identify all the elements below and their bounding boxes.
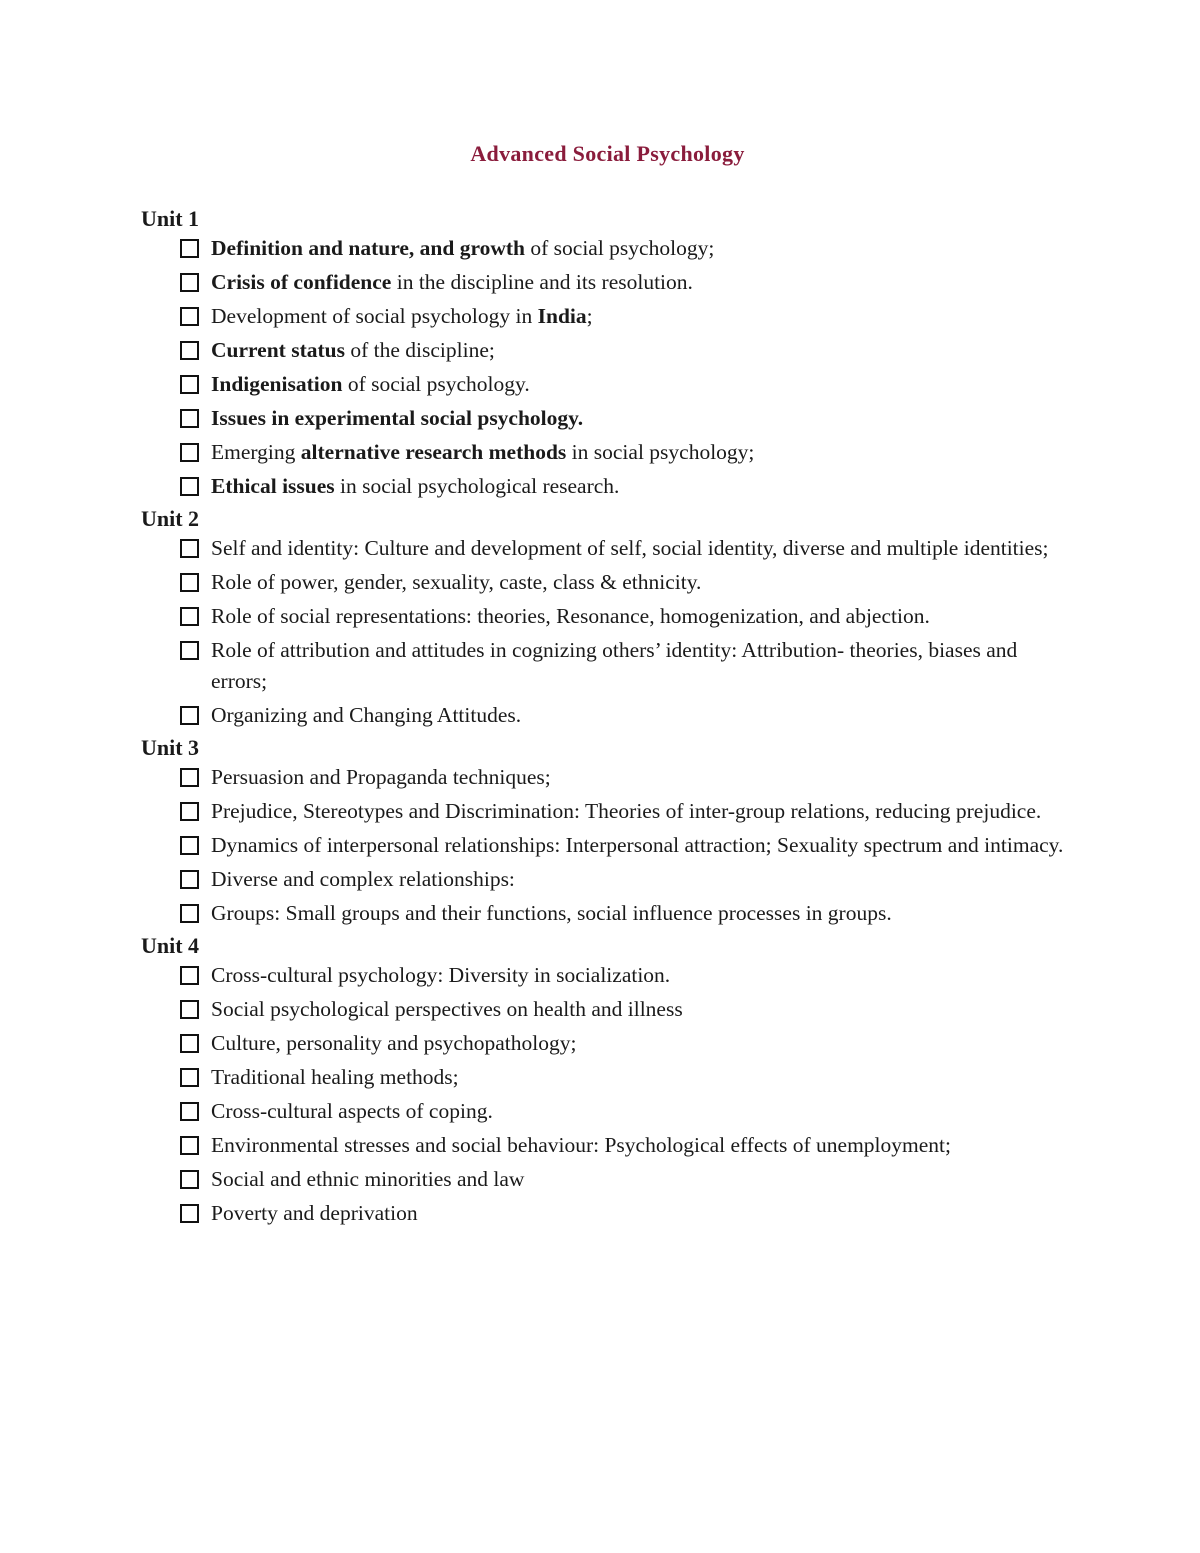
unit-heading: Unit 3 bbox=[141, 735, 200, 760]
text-phrase: in the discipline and its resolution. bbox=[391, 270, 693, 294]
bold-phrase: Crisis of confidence bbox=[211, 270, 392, 294]
text-phrase: Role of power, gender, sexuality, caste, class & ethnicity. bbox=[211, 570, 702, 594]
text-phrase: in social psychological research. bbox=[334, 474, 620, 498]
list-item bbox=[141, 335, 1071, 366]
checkbox-square-icon bbox=[180, 870, 199, 889]
checkbox-square-icon bbox=[180, 836, 199, 855]
text-phrase: Emerging bbox=[211, 440, 301, 464]
list-item bbox=[141, 369, 1071, 400]
text-phrase: Social and ethnic minorities and law bbox=[211, 1167, 525, 1191]
checkbox-square-icon bbox=[180, 706, 199, 725]
unit-section bbox=[141, 505, 1071, 731]
text-phrase: in social psychology; bbox=[566, 440, 755, 464]
checkbox-square-icon bbox=[180, 1000, 199, 1019]
checkbox-square-icon bbox=[180, 307, 199, 326]
bold-phrase: Issues in experimental social psychology. bbox=[211, 406, 584, 430]
text-phrase: Development of social psychology in bbox=[211, 304, 538, 328]
list-item bbox=[141, 1062, 1071, 1093]
bold-phrase: Definition and nature, and growth bbox=[211, 236, 525, 260]
list-item bbox=[141, 1028, 1071, 1059]
list-item-text bbox=[211, 270, 693, 294]
list-item-text bbox=[211, 474, 619, 498]
checkbox-square-icon bbox=[180, 443, 199, 462]
list-item bbox=[141, 796, 1071, 827]
text-phrase: Role of attribution and attitudes in cognizing others’ identity: Attribution- theories, biases and errors; bbox=[211, 638, 1018, 693]
list-item-text bbox=[211, 867, 515, 891]
list-item-text bbox=[211, 440, 754, 464]
text-phrase: Poverty and deprivation bbox=[211, 1201, 418, 1225]
text-phrase: Organizing and Changing Attitudes. bbox=[211, 703, 522, 727]
list-item-text bbox=[211, 833, 1063, 857]
checkbox-square-icon bbox=[180, 477, 199, 496]
checkbox-square-icon bbox=[180, 802, 199, 821]
list-item-text bbox=[211, 338, 495, 362]
checkbox-square-icon bbox=[180, 375, 199, 394]
text-phrase: ; bbox=[586, 304, 593, 328]
text-phrase: Dynamics of interpersonal relationships: Interpersonal attraction; Sexuality spectrum and intimacy. bbox=[211, 833, 1064, 857]
list-item-text bbox=[211, 1167, 524, 1191]
unit-section bbox=[141, 734, 1071, 929]
unit-heading: Unit 1 bbox=[141, 206, 200, 231]
list-item bbox=[141, 1130, 1071, 1161]
list-item-text bbox=[211, 703, 521, 727]
list-item bbox=[141, 762, 1071, 793]
checkbox-square-icon bbox=[180, 1136, 199, 1155]
list-item bbox=[141, 864, 1071, 895]
text-phrase: Persuasion and Propaganda techniques; bbox=[211, 765, 551, 789]
checkbox-square-icon bbox=[180, 904, 199, 923]
unit-heading: Unit 2 bbox=[141, 506, 200, 531]
text-phrase: of the discipline; bbox=[344, 338, 495, 362]
checkbox-square-icon bbox=[180, 966, 199, 985]
list-item bbox=[141, 1198, 1071, 1229]
text-phrase: Social psychological perspectives on health and illness bbox=[211, 997, 683, 1021]
list-item bbox=[141, 898, 1071, 929]
checkbox-square-icon bbox=[180, 1204, 199, 1223]
text-phrase: of social psychology; bbox=[525, 236, 715, 260]
list-item bbox=[141, 233, 1071, 264]
list-item-text bbox=[211, 536, 1049, 560]
unit-section bbox=[141, 205, 1071, 502]
bold-phrase: India bbox=[537, 304, 587, 328]
unit-item-list bbox=[141, 233, 1071, 502]
list-item-text bbox=[211, 901, 892, 925]
list-item-text bbox=[211, 304, 593, 328]
list-item-text bbox=[211, 1031, 576, 1055]
checkbox-square-icon bbox=[180, 239, 199, 258]
text-phrase: Traditional healing methods; bbox=[211, 1065, 459, 1089]
list-item bbox=[141, 601, 1071, 632]
list-item bbox=[141, 635, 1071, 697]
list-item-text bbox=[211, 604, 930, 628]
text-phrase: of social psychology. bbox=[342, 372, 530, 396]
checkbox-square-icon bbox=[180, 341, 199, 360]
text-phrase: Groups: Small groups and their functions, social influence processes in groups. bbox=[211, 901, 892, 925]
checkbox-square-icon bbox=[180, 607, 199, 626]
text-phrase: Prejudice, Stereotypes and Discrimination: Theories of inter-group relations, reducing prejudice. bbox=[211, 799, 1042, 823]
list-item bbox=[141, 533, 1071, 564]
checkbox-square-icon bbox=[180, 1068, 199, 1087]
page-title: Advanced Social Psychology bbox=[470, 141, 745, 166]
list-item bbox=[141, 700, 1071, 731]
list-item-text bbox=[211, 963, 670, 987]
text-phrase: Cross-cultural aspects of coping. bbox=[211, 1099, 493, 1123]
unit-item-list bbox=[141, 762, 1071, 929]
list-item-text bbox=[211, 236, 714, 260]
text-phrase: Diverse and complex relationships: bbox=[211, 867, 515, 891]
list-item-text bbox=[211, 1201, 418, 1225]
checkbox-square-icon bbox=[180, 1102, 199, 1121]
text-phrase: Cross-cultural psychology: Diversity in socialization. bbox=[211, 963, 671, 987]
list-item bbox=[141, 267, 1071, 298]
list-item-text bbox=[211, 638, 1017, 693]
list-item-text bbox=[211, 997, 683, 1021]
list-item bbox=[141, 301, 1071, 332]
list-item bbox=[141, 437, 1071, 468]
unit-heading: Unit 4 bbox=[141, 933, 200, 958]
checkbox-square-icon bbox=[180, 573, 199, 592]
checkbox-square-icon bbox=[180, 641, 199, 660]
list-item bbox=[141, 994, 1071, 1025]
checkbox-square-icon bbox=[180, 1034, 199, 1053]
list-item bbox=[141, 830, 1071, 861]
list-item bbox=[141, 960, 1071, 991]
list-item bbox=[141, 1164, 1071, 1195]
list-item-text bbox=[211, 1099, 493, 1123]
text-phrase: Self and identity: Culture and development of self, social identity, diverse and multiple identities; bbox=[211, 536, 1049, 560]
bold-phrase: Indigenisation bbox=[211, 372, 343, 396]
list-item-text bbox=[211, 372, 530, 396]
list-item-text bbox=[211, 799, 1041, 823]
list-item-text bbox=[211, 1133, 951, 1157]
list-item-text bbox=[211, 765, 551, 789]
unit-section bbox=[141, 932, 1071, 1229]
checkbox-square-icon bbox=[180, 539, 199, 558]
text-phrase: Environmental stresses and social behaviour: Psychological effects of unemployment; bbox=[211, 1133, 951, 1157]
checkbox-square-icon bbox=[180, 409, 199, 428]
list-item bbox=[141, 471, 1071, 502]
bold-phrase: alternative research methods bbox=[300, 440, 567, 464]
checkbox-square-icon bbox=[180, 1170, 199, 1189]
unit-item-list bbox=[141, 533, 1071, 731]
list-item bbox=[141, 403, 1071, 434]
list-item bbox=[141, 1096, 1071, 1127]
checkbox-square-icon bbox=[180, 768, 199, 787]
checkbox-square-icon bbox=[180, 273, 199, 292]
list-item-text bbox=[211, 1065, 459, 1089]
syllabus-content bbox=[141, 205, 1071, 1232]
text-phrase: Culture, personality and psychopathology; bbox=[211, 1031, 577, 1055]
bold-phrase: Current status bbox=[211, 338, 345, 362]
unit-item-list bbox=[141, 960, 1071, 1229]
text-phrase: Role of social representations: theories, Resonance, homogenization, and abjection. bbox=[211, 604, 930, 628]
list-item bbox=[141, 567, 1071, 598]
bold-phrase: Ethical issues bbox=[211, 474, 335, 498]
list-item-text bbox=[211, 406, 583, 430]
list-item-text bbox=[211, 570, 701, 594]
